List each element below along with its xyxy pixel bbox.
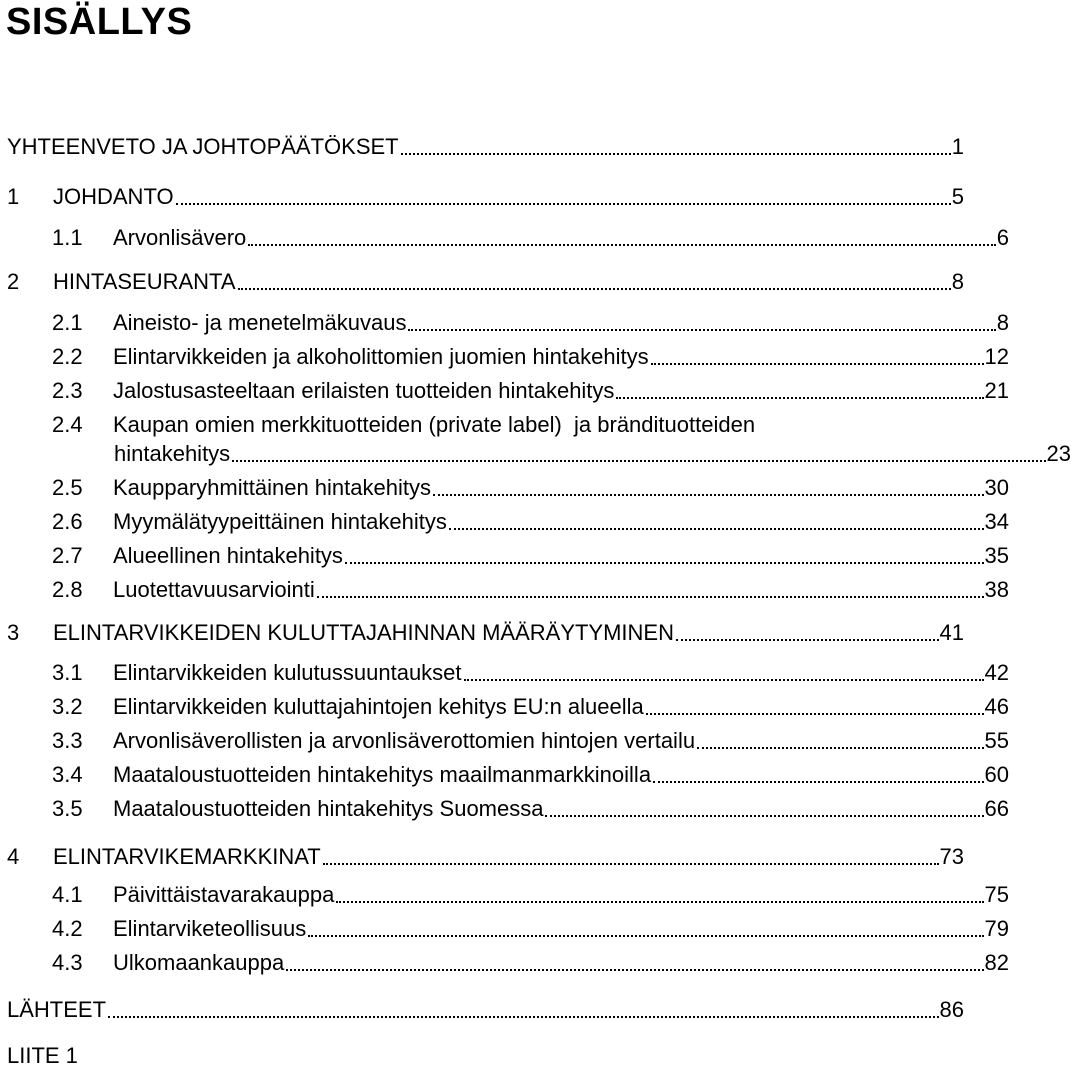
toc-entry-section-1-1[interactable] xyxy=(0,221,1009,251)
toc-entry-title: Luotettavuusarviointi xyxy=(113,577,315,602)
toc-entry-number: 2.1 xyxy=(52,310,83,335)
dot-leader xyxy=(336,900,983,903)
dot-leader xyxy=(323,862,939,865)
dot-leader xyxy=(317,595,984,598)
toc-entry-section-3-2[interactable] xyxy=(0,690,1009,720)
toc-entry-number: 3 xyxy=(7,620,20,645)
toc-entry-title: Päivittäistavarakauppa xyxy=(113,882,335,907)
toc-entry-title: Ulkomaankauppa xyxy=(113,950,285,975)
toc-entry-section-2-3[interactable] xyxy=(0,374,1009,404)
toc-entry-page: 46 xyxy=(984,694,1009,719)
toc-entry-title: ELINTARVIKEMARKKINAT xyxy=(53,844,321,869)
toc-entry-number: 1.1 xyxy=(52,225,83,250)
toc-entry-title: Elintarvikkeiden ja alkoholittomien juomien hintakehitys xyxy=(113,344,649,369)
toc-entry-page: 86 xyxy=(939,997,964,1022)
toc-entry-title: hintakehitys xyxy=(114,441,231,466)
toc-entry-number: 3.2 xyxy=(52,694,83,719)
dot-leader xyxy=(545,814,983,817)
toc-entry-section-2-4-continued[interactable] xyxy=(0,437,1071,467)
toc-entry-section-3-4[interactable] xyxy=(0,758,1009,788)
toc-entry-page: 8 xyxy=(996,310,1009,335)
dot-leader xyxy=(653,780,983,783)
toc-entry-number: 3.5 xyxy=(52,796,83,821)
toc-entry-title: HINTASEURANTA xyxy=(53,269,236,294)
toc-entry-title: Kaupparyhmittäinen hintakehitys xyxy=(113,475,431,500)
toc-entry-title: LÄHTEET xyxy=(7,997,107,1022)
toc-entry-number: 4.3 xyxy=(52,950,83,975)
toc-entry-section-4-2[interactable] xyxy=(0,912,1009,942)
toc-entry-page: 60 xyxy=(984,762,1009,787)
toc-entry-number: 3.1 xyxy=(52,660,83,685)
toc-entry-page: 75 xyxy=(984,882,1009,907)
toc-entry-chapter-2[interactable] xyxy=(0,265,964,295)
toc-entry-number: 2.8 xyxy=(52,577,83,602)
toc-entry-title: LIITE 1 xyxy=(7,1043,78,1068)
toc-entry-title: Arvonlisäverollisten ja arvonlisäverottomien hintojen vertailu xyxy=(113,728,696,753)
toc-entry-number: 3.3 xyxy=(52,728,83,753)
page-title: SISÄLLYS xyxy=(6,1,193,43)
toc-entry-section-2-4[interactable] xyxy=(0,408,1009,438)
toc-entry-section-2-6[interactable] xyxy=(0,505,1009,535)
dot-leader xyxy=(433,493,984,496)
toc-entry-title: Maataloustuotteiden hintakehitys Suomessa xyxy=(113,796,544,821)
dot-leader xyxy=(232,459,1045,462)
toc-entry-summary[interactable] xyxy=(0,130,964,160)
dot-leader xyxy=(308,934,983,937)
toc-entry-title: Alueellinen hintakehitys xyxy=(113,543,343,568)
toc-entry-number: 2.2 xyxy=(52,344,83,369)
toc-entry-appendix-1[interactable] xyxy=(0,1039,964,1069)
toc-entry-section-3-5[interactable] xyxy=(0,792,1009,822)
toc-entry-page: 41 xyxy=(939,620,964,645)
toc-entry-section-2-8[interactable] xyxy=(0,573,1009,603)
toc-entry-page: 8 xyxy=(951,269,964,294)
dot-leader xyxy=(401,152,951,155)
toc-entry-references[interactable] xyxy=(0,993,964,1023)
toc-entry-page: 34 xyxy=(984,509,1009,534)
toc-entry-page: 55 xyxy=(984,728,1009,753)
dot-leader xyxy=(248,243,995,246)
toc-entry-title: Kaupan omien merkkituotteiden (private label) ja brändituotteiden xyxy=(113,412,756,437)
toc-entry-number: 4.1 xyxy=(52,882,83,907)
toc-entry-page: 30 xyxy=(984,475,1009,500)
dot-leader xyxy=(176,202,951,205)
toc-entry-section-2-1[interactable] xyxy=(0,306,1009,336)
toc-entry-section-3-1[interactable] xyxy=(0,656,1009,686)
toc-entry-section-3-3[interactable] xyxy=(0,724,1009,754)
toc-entry-page: 12 xyxy=(984,344,1009,369)
toc-entry-number: 2.3 xyxy=(52,378,83,403)
dot-leader xyxy=(651,362,984,365)
toc-entry-number: 2.4 xyxy=(52,412,83,437)
toc-entry-page: 82 xyxy=(984,950,1009,975)
toc-entry-page: 21 xyxy=(984,378,1009,403)
dot-leader xyxy=(464,678,984,681)
toc-entry-section-4-1[interactable] xyxy=(0,878,1009,908)
dot-leader xyxy=(408,328,995,331)
dot-leader xyxy=(108,1015,938,1018)
dot-leader xyxy=(616,396,983,399)
dot-leader xyxy=(646,712,984,715)
toc-entry-title: Elintarviketeollisuus xyxy=(113,916,307,941)
dot-leader xyxy=(676,638,939,641)
toc-entry-chapter-3[interactable] xyxy=(0,616,964,646)
toc-entry-section-2-2[interactable] xyxy=(0,340,1009,370)
toc-entry-title: Elintarvikkeiden kuluttajahintojen kehitys EU:n alueella xyxy=(113,694,644,719)
toc-entry-chapter-1[interactable] xyxy=(0,180,964,210)
toc-entry-number: 4 xyxy=(7,844,20,869)
toc-entry-number: 2.6 xyxy=(52,509,83,534)
toc-entry-page: 66 xyxy=(984,796,1009,821)
toc-entry-page: 79 xyxy=(984,916,1009,941)
toc-entry-section-2-7[interactable] xyxy=(0,539,1009,569)
toc-entry-number: 2 xyxy=(7,269,20,294)
toc-entry-title: Myymälätyypeittäinen hintakehitys xyxy=(113,509,447,534)
toc-entry-page: 1 xyxy=(951,134,964,159)
toc-entry-page: 38 xyxy=(984,577,1009,602)
dot-leader xyxy=(286,968,983,971)
toc-entry-number: 3.4 xyxy=(52,762,83,787)
toc-entry-number: 1 xyxy=(7,184,20,209)
dot-leader xyxy=(238,287,951,290)
dot-leader xyxy=(697,746,983,749)
toc-entry-section-2-5[interactable] xyxy=(0,471,1009,501)
dot-leader xyxy=(345,561,984,564)
toc-entry-section-4-3[interactable] xyxy=(0,946,1009,976)
toc-entry-title: YHTEENVETO JA JOHTOPÄÄTÖKSET xyxy=(7,134,399,159)
toc-entry-number: 2.7 xyxy=(52,543,83,568)
toc-entry-title: Jalostusasteeltaan erilaisten tuotteiden hintakehitys xyxy=(113,378,615,403)
toc-entry-page: 42 xyxy=(984,660,1009,685)
toc-entry-page: 73 xyxy=(939,844,964,869)
toc-entry-title: JOHDANTO xyxy=(53,184,174,209)
toc-entry-number: 4.2 xyxy=(52,916,83,941)
dot-leader xyxy=(449,527,984,530)
toc-entry-page: 35 xyxy=(984,543,1009,568)
toc-entry-number: 2.5 xyxy=(52,475,83,500)
toc-entry-page: 6 xyxy=(996,225,1009,250)
toc-entry-title: Maataloustuotteiden hintakehitys maailmanmarkkinoilla xyxy=(113,762,652,787)
toc-entry-page: 5 xyxy=(951,184,964,209)
toc-entry-title: Elintarvikkeiden kulutussuuntaukset xyxy=(113,660,462,685)
toc-entry-title: Aineisto- ja menetelmäkuvaus xyxy=(113,310,407,335)
toc-entry-title: ELINTARVIKKEIDEN KULUTTAJAHINNAN MÄÄRÄYTYMINEN xyxy=(53,620,674,645)
toc-entry-title: Arvonlisävero xyxy=(113,225,247,250)
toc-entry-page: 23 xyxy=(1046,441,1071,466)
toc-entry-chapter-4[interactable] xyxy=(0,840,964,870)
